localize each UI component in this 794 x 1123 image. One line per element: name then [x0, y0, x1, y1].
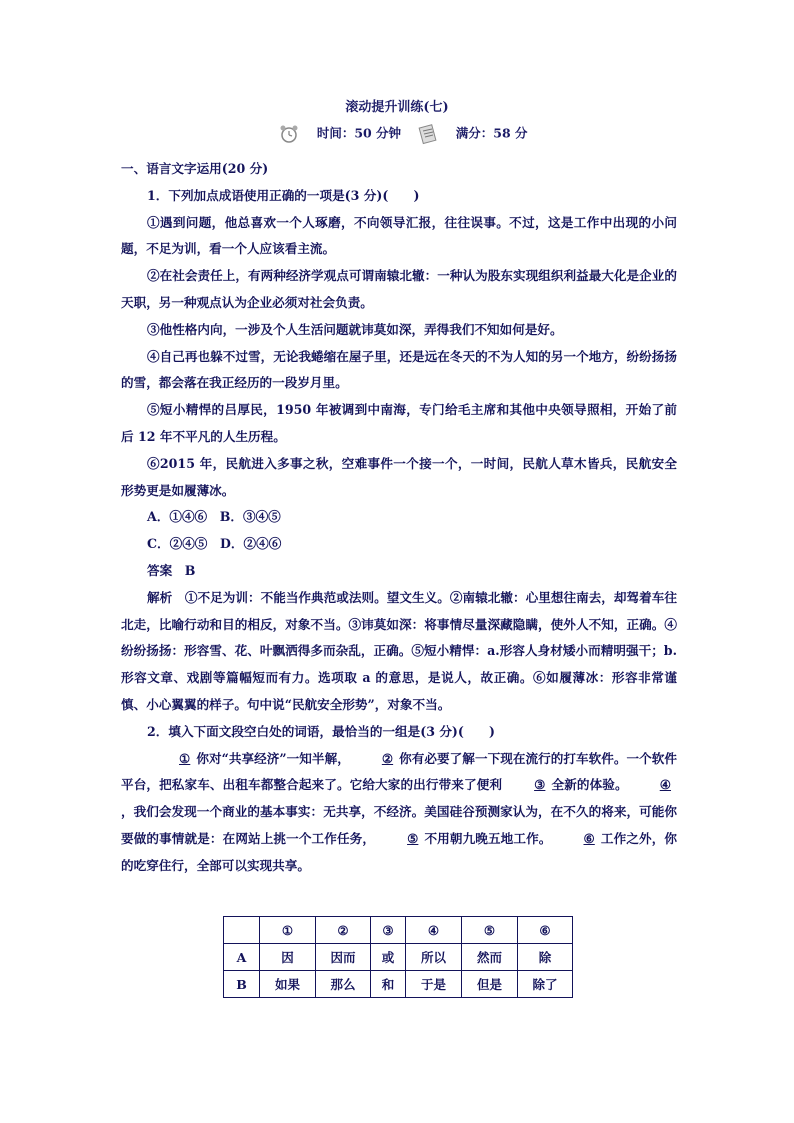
table-cell [224, 917, 260, 944]
table-cell: 于是 [406, 971, 462, 998]
table-row [224, 944, 573, 971]
table-cell: ② [316, 917, 371, 944]
table-cell: 除了 [518, 971, 573, 998]
q2-options-table [223, 916, 573, 998]
table-cell: A [224, 944, 260, 971]
passage-text: ，我们会发现一个商业的基本事实：无共享，不经济。美国硅谷预测家认为，在不久的将来，可能你要做的事情就是：在网站上挑一个工作任务， [121, 804, 677, 846]
table-row [224, 971, 573, 998]
q1-item-5: ⑤短小精悍的吕厚民，1950 年被调到中南海，专门给毛主席和其他中央领导照相，开始了前后 12 年不平凡的人生历程。 [121, 402, 677, 444]
table-cell: 所以 [406, 944, 462, 971]
blank-1: ① [179, 750, 191, 766]
blank-4: ④ [659, 777, 672, 793]
table-cell: 那么 [316, 971, 371, 998]
passage-text: 你有必要了解一下现在流行的打车软件。一个软件平台，把私家车、出租车都整合起来了。它给大家的出行带来了便利 [121, 750, 677, 793]
table-cell: 或 [371, 944, 406, 971]
blank-6: ⑥ [583, 830, 595, 846]
time-label: 时间：50 分钟 [316, 125, 402, 141]
blank-3: ③ [534, 777, 546, 793]
table-cell: ③ [371, 917, 406, 944]
blank-2: ② [381, 750, 394, 766]
alarm-clock-icon [278, 123, 300, 145]
question-2-stem: 2．填入下面文段空白处的词语，最恰当的一组是(3 分)( ) [147, 723, 495, 739]
table-cell: ⑤ [462, 917, 518, 944]
table-cell: 因而 [316, 944, 371, 971]
table-cell: ⑥ [518, 917, 573, 944]
section-heading: 一、语言文字运用(20 分) [121, 161, 269, 176]
document-body [121, 156, 677, 880]
table-cell: ④ [406, 917, 462, 944]
passage-text: 全新的体验。 [551, 777, 628, 793]
passage-text: 不用朝九晚五地工作。 [424, 830, 552, 846]
question-1-stem: 1．下列加点成语使用正确的一项是(3 分)( ) [147, 187, 420, 203]
table-cell: 但是 [462, 971, 518, 998]
q1-item-3: ③他性格内向，一涉及个人生活问题就讳莫如深，弄得我们不知如何是好。 [147, 321, 563, 337]
q1-answer: 答案 B [147, 562, 196, 578]
q2-passage [121, 746, 677, 880]
table-cell: 和 [371, 971, 406, 998]
table-header-row [224, 917, 573, 944]
table-cell: ① [260, 917, 316, 944]
q1-options-row-1: A．①④⑥ B．③④⑤ [147, 509, 281, 525]
score-label: 满分：58 分 [455, 125, 528, 141]
table-cell: 除 [518, 944, 573, 971]
q1-item-6: ⑥2015 年，民航进入多事之秋，空难事件一个接一个，一时间，民航人草木皆兵，民航安全形势更是如履薄冰。 [121, 455, 677, 498]
table-cell: 因 [260, 944, 316, 971]
q1-options-row-2: C．②④⑤ D．②④⑥ [147, 536, 282, 552]
q1-item-1: ①遇到问题，他总喜欢一个人琢磨，不向领导汇报，往往误事。不过，这是工作中出现的小问题，不足为训，看一个人应该看主流。 [121, 214, 677, 257]
blank-5: ⑤ [407, 830, 419, 846]
table-cell: 然而 [462, 944, 518, 971]
passage-text: 工作之外，你的吃穿住行，全部可以实现共享。 [121, 830, 678, 873]
q1-item-2: ②在社会责任上，有两种经济学观点可谓南辕北辙：一种认为股东实现组织利益最大化是企业的天职，另一种观点认为企业必须对社会负责。 [121, 268, 677, 310]
table-cell: B [224, 971, 260, 998]
table-cell: 如果 [260, 971, 316, 998]
q1-item-4: ④自己再也躲不过雪，无论我蜷缩在屋子里，还是远在冬天的不为人知的另一个地方，纷纷扬扬的雪，都会落在我正经历的一段岁月里。 [121, 348, 677, 391]
q1-analysis: 解析 ①不足为训：不能当作典范或法则。望文生义。②南辕北辙：心里想往南去，却驾着车往北走，比喻行动和目的相反，对象不当。③讳莫如深：将事情尽量深藏隐瞒，使外人不知，正确。④纷纷扬扬：形容雪、花、叶飘洒得多而杂乱，正确。⑤短小精悍：a.形容人身材矮小而精明强干；b.形容文章、戏剧等篇幅短而有力。选项取 a 的意思，是说人，故正确。⑥如履薄冰：形容非常谨慎、小心翼翼的样子。句中说“民航安全形势”，对象不当。 [121, 589, 677, 712]
exam-meta [0, 123, 794, 145]
passage-text: 你对“共享经济”一知半解， [196, 750, 350, 766]
page-title: 滚动提升训练(七) [345, 100, 449, 115]
exam-paper-icon [417, 123, 439, 145]
